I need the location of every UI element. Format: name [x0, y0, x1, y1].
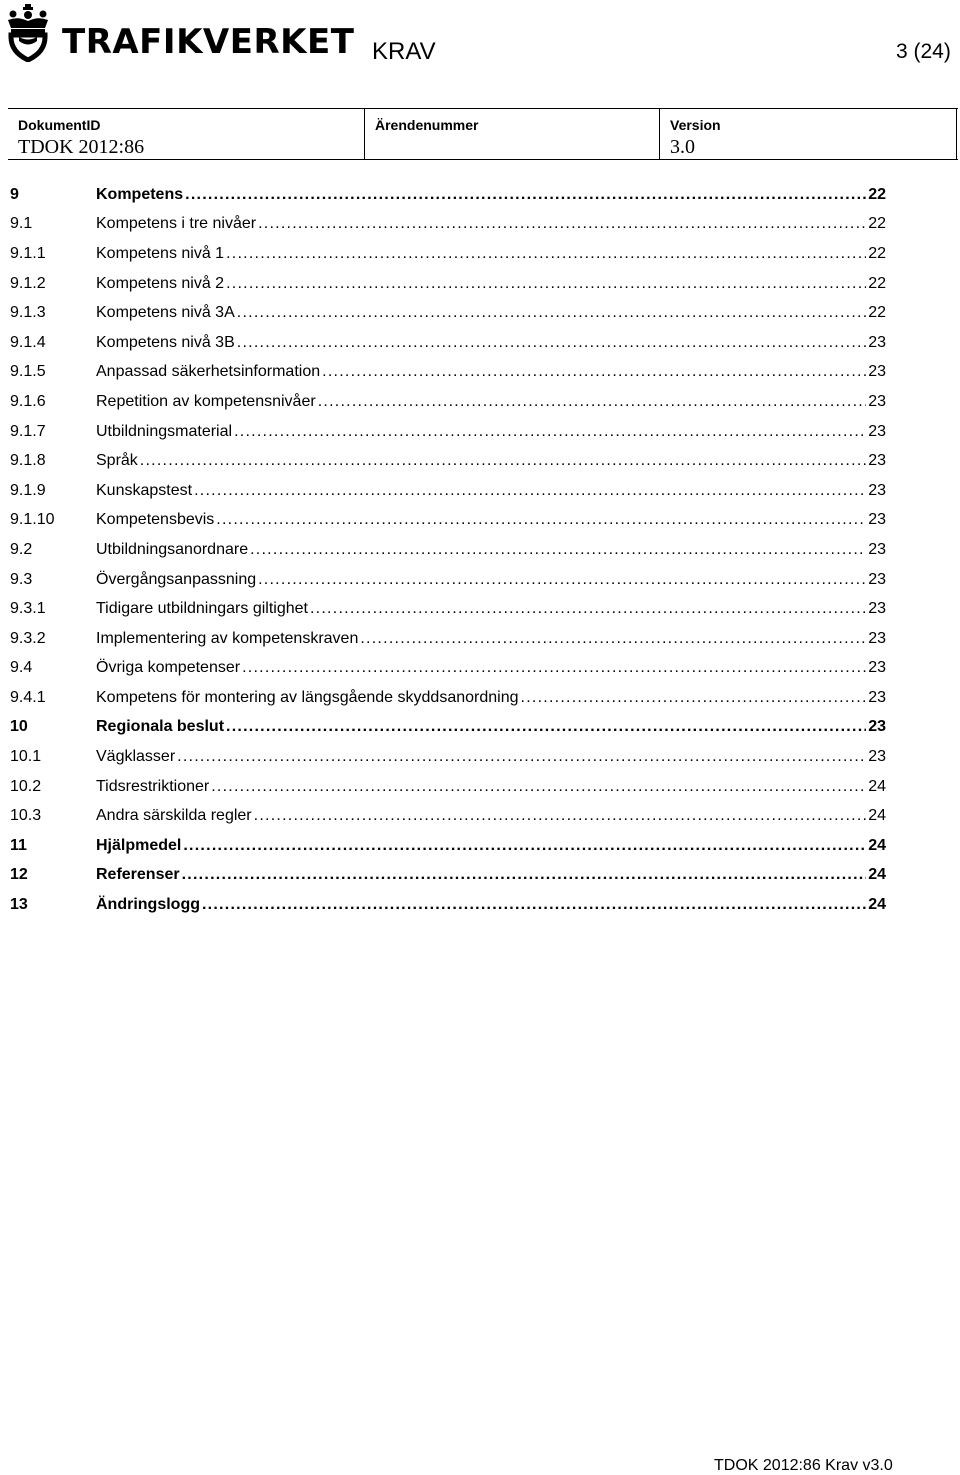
- version-label: Version: [670, 117, 721, 133]
- toc-entry-number: 9.1.7: [10, 422, 46, 440]
- table-of-contents: [10, 180, 886, 920]
- toc-entry[interactable]: [10, 831, 886, 861]
- toc-entry-title[interactable]: Referenser: [96, 866, 180, 884]
- toc-leader-dots: [521, 689, 867, 707]
- toc-entry-number: 9.1.2: [10, 274, 46, 292]
- toc-entry-number: 9.1.8: [10, 452, 46, 470]
- toc-leader-dots: [177, 748, 866, 766]
- toc-entry[interactable]: [10, 269, 886, 299]
- toc-leader-dots: [237, 304, 866, 322]
- toc-entry-page: 22: [868, 185, 886, 203]
- toc-entry-title[interactable]: Kompetens för montering av längsgående skyddsanordning: [96, 688, 519, 706]
- toc-entry-body: [96, 215, 886, 233]
- toc-entry-page: 23: [868, 422, 886, 440]
- toc-entry-number: 9.3.2: [10, 629, 46, 647]
- toc-entry-page: 23: [868, 333, 886, 351]
- toc-entry-title[interactable]: Kompetens: [96, 185, 184, 203]
- toc-entry-body: [96, 541, 886, 559]
- toc-entry[interactable]: [10, 358, 886, 388]
- toc-entry[interactable]: [10, 742, 886, 772]
- toc-entry-body: [96, 245, 886, 263]
- toc-entry[interactable]: [10, 535, 886, 565]
- version-cell: [660, 109, 957, 159]
- toc-entry-title[interactable]: Språk: [96, 452, 138, 470]
- toc-entry-page: 23: [868, 392, 886, 410]
- toc-leader-dots: [194, 482, 866, 500]
- toc-entry-body: [96, 630, 886, 648]
- toc-leader-dots: [183, 837, 866, 855]
- toc-leader-dots: [234, 423, 866, 441]
- toc-entry[interactable]: [10, 476, 886, 506]
- crown-emblem-icon: [4, 4, 52, 62]
- toc-entry-body: [96, 866, 886, 884]
- toc-entry-title[interactable]: Tidigare utbildningars giltighet: [96, 600, 308, 618]
- toc-entry-page: 23: [868, 600, 886, 618]
- toc-entry-title[interactable]: Tidsrestriktioner: [96, 777, 210, 795]
- toc-entry[interactable]: [10, 387, 886, 417]
- toc-entry-body: [96, 896, 886, 914]
- toc-entry[interactable]: [10, 890, 886, 920]
- toc-entry-body: [96, 511, 886, 529]
- toc-entry-page: 23: [868, 511, 886, 529]
- document-type: KRAV: [372, 38, 436, 65]
- arendenummer-cell: [365, 109, 660, 159]
- toc-entry-page: 24: [868, 777, 886, 795]
- toc-entry-title[interactable]: Anpassad säkerhetsinformation: [96, 363, 321, 381]
- toc-leader-dots: [211, 778, 866, 796]
- toc-entry-body: [96, 689, 886, 707]
- toc-entry-title[interactable]: Vägklasser: [96, 748, 176, 766]
- dokumentid-value: TDOK 2012:86: [18, 136, 145, 158]
- toc-leader-dots: [250, 541, 866, 559]
- toc-entry-page: 23: [868, 629, 886, 647]
- toc-leader-dots: [242, 659, 866, 677]
- toc-entry-body: [96, 718, 886, 736]
- toc-entry[interactable]: [10, 328, 886, 358]
- toc-entry-page: 23: [868, 688, 886, 706]
- toc-leader-dots: [182, 866, 867, 884]
- trafikverket-logo: [4, 4, 355, 64]
- toc-leader-dots: [237, 334, 866, 352]
- toc-entry-page: 22: [868, 304, 886, 322]
- toc-entry-body: [96, 482, 886, 500]
- toc-entry-number: 9.4: [10, 659, 33, 677]
- toc-entry-title[interactable]: Kompetens nivå 1: [96, 244, 225, 262]
- toc-entry-number: 9.4.1: [10, 688, 46, 706]
- toc-entry-page: 23: [868, 363, 886, 381]
- toc-leader-dots: [318, 393, 867, 411]
- toc-entry-number: 9.1.4: [10, 333, 46, 351]
- toc-entry-title[interactable]: Kunskapstest: [96, 481, 193, 499]
- toc-entry[interactable]: [10, 180, 886, 210]
- toc-entry-number: 9: [10, 185, 19, 203]
- document-meta-table: [8, 108, 958, 160]
- toc-leader-dots: [360, 630, 866, 648]
- toc-entry-number: 9.1.6: [10, 392, 46, 410]
- toc-entry[interactable]: [10, 417, 886, 447]
- toc-entry-body: [96, 452, 886, 470]
- toc-entry-body: [96, 837, 886, 855]
- toc-entry-body: [96, 571, 886, 589]
- toc-entry[interactable]: [10, 594, 886, 624]
- toc-leader-dots: [254, 807, 867, 825]
- toc-entry-number: 10.2: [10, 777, 42, 795]
- toc-entry[interactable]: [10, 565, 886, 595]
- toc-entry-title[interactable]: Utbildningsanordnare: [96, 540, 249, 558]
- toc-entry-number: 11: [10, 836, 27, 854]
- toc-entry-page: 23: [868, 748, 886, 766]
- toc-entry-title[interactable]: Kompetensbevis: [96, 511, 215, 529]
- toc-entry-title[interactable]: Kompetens nivå 3B: [96, 333, 235, 351]
- toc-entry-number: 9.3: [10, 570, 33, 588]
- toc-entry-page: 22: [868, 274, 886, 292]
- toc-entry-title[interactable]: Övergångsanpassning: [96, 570, 257, 588]
- toc-entry-number: 10: [10, 718, 28, 736]
- toc-entry-number: 9.1.1: [10, 244, 46, 262]
- toc-entry-body: [96, 807, 886, 825]
- toc-entry-number: 9.1.5: [10, 363, 46, 381]
- toc-entry-body: [96, 393, 886, 411]
- toc-entry[interactable]: [10, 801, 886, 831]
- toc-entry-body: [96, 275, 886, 293]
- toc-entry-page: 22: [868, 244, 886, 262]
- toc-leader-dots: [216, 511, 866, 529]
- toc-entry-body: [96, 334, 886, 352]
- toc-entry-page: 23: [868, 452, 886, 470]
- dokumentid-cell: [8, 109, 365, 159]
- toc-entry-body: [96, 659, 886, 677]
- toc-entry-page: 24: [868, 807, 886, 825]
- toc-entry-page: 23: [868, 540, 886, 558]
- version-value: 3.0: [670, 136, 695, 158]
- toc-entry-title[interactable]: Utbildningsmaterial: [96, 422, 233, 440]
- toc-entry-body: [96, 778, 886, 796]
- toc-entry-title[interactable]: Repetition av kompetensnivåer: [96, 392, 316, 410]
- toc-entry-title[interactable]: Kompetens nivå 3A: [96, 304, 235, 322]
- toc-entry-number: 9.1.9: [10, 481, 46, 499]
- toc-entry[interactable]: [10, 210, 886, 240]
- toc-entry-page: 23: [868, 570, 886, 588]
- toc-entry[interactable]: [10, 239, 886, 269]
- toc-entry-page: 23: [868, 718, 886, 736]
- toc-entry[interactable]: [10, 772, 886, 802]
- toc-entry-body: [96, 186, 886, 204]
- toc-leader-dots: [310, 600, 866, 618]
- arendenummer-label: Ärendenummer: [375, 117, 479, 133]
- toc-entry[interactable]: [10, 506, 886, 536]
- toc-leader-dots: [185, 186, 866, 204]
- toc-leader-dots: [202, 896, 866, 914]
- toc-entry[interactable]: [10, 446, 886, 476]
- toc-entry[interactable]: [10, 298, 886, 328]
- toc-entry-body: [96, 423, 886, 441]
- toc-entry-number: 9.1.3: [10, 304, 46, 322]
- toc-entry[interactable]: [10, 654, 886, 684]
- toc-entry[interactable]: [10, 624, 886, 654]
- toc-leader-dots: [140, 452, 866, 470]
- toc-entry-number: 12: [10, 866, 28, 884]
- toc-leader-dots: [226, 718, 866, 736]
- toc-leader-dots: [226, 275, 866, 293]
- toc-entry-page: 24: [868, 896, 886, 914]
- dokumentid-label: DokumentID: [18, 117, 101, 133]
- toc-entry-page: 24: [868, 836, 886, 854]
- toc-entry-page: 22: [868, 215, 886, 233]
- toc-entry-title[interactable]: Kompetens i tre nivåer: [96, 215, 257, 233]
- org-name: TRAFIKVERKET: [62, 22, 355, 62]
- toc-entry-number: 9.1: [10, 215, 33, 233]
- toc-entry-number: 10.3: [10, 807, 42, 825]
- toc-entry-page: 23: [868, 481, 886, 499]
- toc-entry-number: 13: [10, 896, 28, 914]
- toc-entry-page: 24: [868, 866, 886, 884]
- toc-leader-dots: [322, 363, 866, 381]
- toc-entry-title[interactable]: Andra särskilda regler: [96, 807, 252, 825]
- toc-entry-title[interactable]: Övriga kompetenser: [96, 659, 241, 677]
- toc-entry-title[interactable]: Hjälpmedel: [96, 836, 182, 854]
- toc-entry[interactable]: [10, 861, 886, 891]
- footer-doc-reference: TDOK 2012:86 Krav v3.0: [714, 1457, 893, 1474]
- toc-entry-number: 9.3.1: [10, 600, 46, 618]
- toc-entry-title[interactable]: Regionala beslut: [96, 718, 225, 736]
- toc-entry-title[interactable]: Kompetens nivå 2: [96, 274, 225, 292]
- toc-entry-number: 9.1.10: [10, 511, 55, 529]
- toc-leader-dots: [258, 571, 866, 589]
- toc-entry-body: [96, 748, 886, 766]
- toc-entry-number: 9.2: [10, 540, 33, 558]
- toc-leader-dots: [258, 215, 866, 233]
- toc-leader-dots: [226, 245, 866, 263]
- toc-entry[interactable]: [10, 713, 886, 743]
- page-number: 3 (24): [896, 40, 951, 63]
- toc-entry-body: [96, 600, 886, 618]
- toc-entry-body: [96, 304, 886, 322]
- toc-entry-body: [96, 363, 886, 381]
- toc-entry[interactable]: [10, 683, 886, 713]
- toc-entry-page: 23: [868, 659, 886, 677]
- toc-entry-title[interactable]: Ändringslogg: [96, 896, 200, 914]
- toc-entry-title[interactable]: Implementering av kompetenskraven: [96, 629, 359, 647]
- toc-entry-number: 10.1: [10, 748, 42, 766]
